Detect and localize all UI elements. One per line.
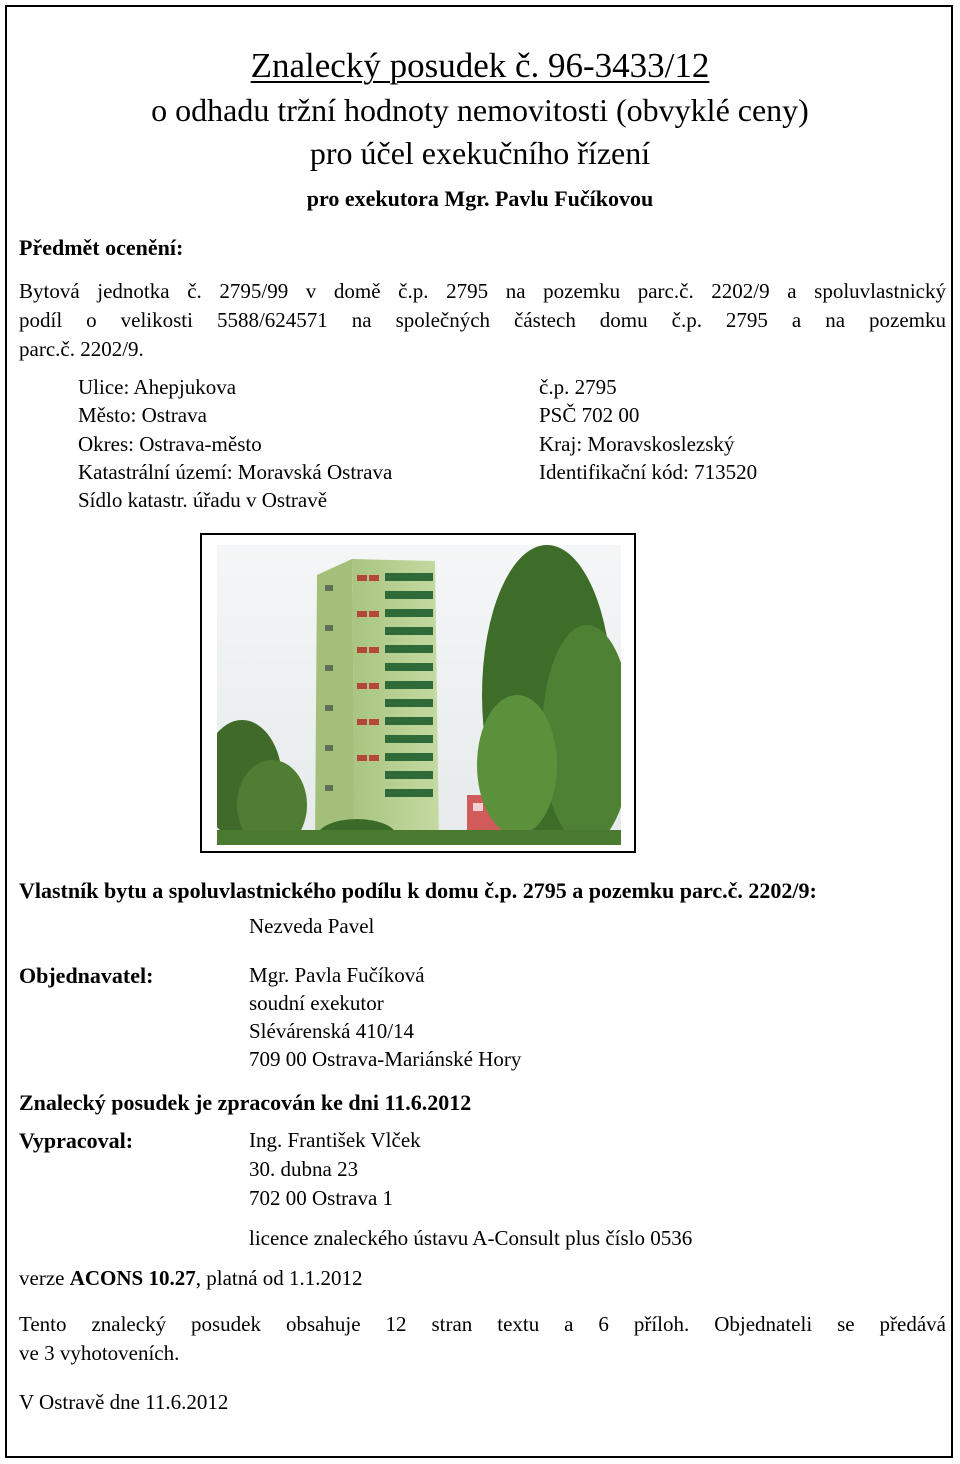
client-line-2: soudní exekutor: [249, 991, 384, 1015]
address-city: Město: Ostrava: [78, 403, 207, 427]
footer-line-1: Tento znalecký posudek obsahuje 12 stran textu a 6 příloh. Objednateli se předává: [19, 1312, 946, 1336]
address-office: Sídlo katastr. úřadu v Ostravě: [78, 488, 328, 512]
owner-name: Nezveda Pavel: [249, 914, 375, 938]
author-line-3: 702 00 Ostrava 1: [249, 1186, 394, 1210]
client-line-4: 709 00 Ostrava-Mariánské Hory: [249, 1047, 522, 1071]
owner-heading: Vlastník bytu a spoluvlastnického podílu k domu č.p. 2795 a pozemku parc.č. 2202/9:: [19, 878, 817, 903]
building-photo: [200, 533, 636, 853]
version-line: [19, 1266, 363, 1291]
executor-line: pro exekutora Mgr. Pavlu Fučíkovou: [306, 186, 654, 211]
document-title: Znalecký posudek č. 96-3433/12: [250, 46, 710, 85]
author-line-1: Ing. František Vlček: [249, 1128, 421, 1152]
author-line-2: 30. dubna 23: [249, 1157, 359, 1181]
place-date: V Ostravě dne 11.6.2012: [19, 1390, 229, 1414]
subject-line-2: podíl o velikosti 5588/624571 na společných částech domu č.p. 2795 a na pozemku: [19, 308, 946, 332]
document-subtitle-2: pro účel exekučního řízení: [309, 135, 651, 171]
date-statement: Znalecký posudek je zpracován ke dni 11.6.2012: [19, 1090, 472, 1115]
subject-line-1: Bytová jednotka č. 2795/99 v domě č.p. 2795 na pozemku parc.č. 2202/9 a spoluvlastnický: [19, 279, 946, 303]
subject-heading: Předmět ocenění:: [19, 235, 184, 260]
version-suffix: , platná od 1.1.2012: [195, 1266, 363, 1290]
address-zip: PSČ 702 00: [539, 403, 640, 427]
address-street: Ulice: Ahepjukova: [78, 375, 237, 399]
version-prefix: verze: [19, 1266, 70, 1290]
footer-line-2: ve 3 vyhotoveních.: [19, 1341, 180, 1365]
author-license: licence znaleckého ústavu A-Consult plus číslo 0536: [249, 1226, 693, 1250]
address-house-no: č.p. 2795: [539, 375, 617, 399]
subject-line-3: parc.č. 2202/9.: [19, 337, 144, 361]
address-district: Okres: Ostrava-město: [78, 432, 262, 456]
client-line-1: Mgr. Pavla Fučíková: [249, 963, 425, 987]
version-name: ACONS 10.27: [69, 1266, 196, 1290]
client-label: Objednavatel:: [19, 963, 154, 988]
document-subtitle-1: o odhadu tržní hodnoty nemovitosti (obvyklé ceny): [151, 92, 809, 128]
client-line-3: Slévárenská 410/14: [249, 1019, 415, 1043]
address-cadastre: Katastrální území: Moravská Ostrava: [78, 460, 393, 484]
address-region: Kraj: Moravskoslezský: [539, 432, 735, 456]
building-photo-image: [217, 545, 621, 845]
address-id-code: Identifikační kód: 713520: [539, 460, 758, 484]
author-label: Vypracoval:: [19, 1128, 134, 1153]
